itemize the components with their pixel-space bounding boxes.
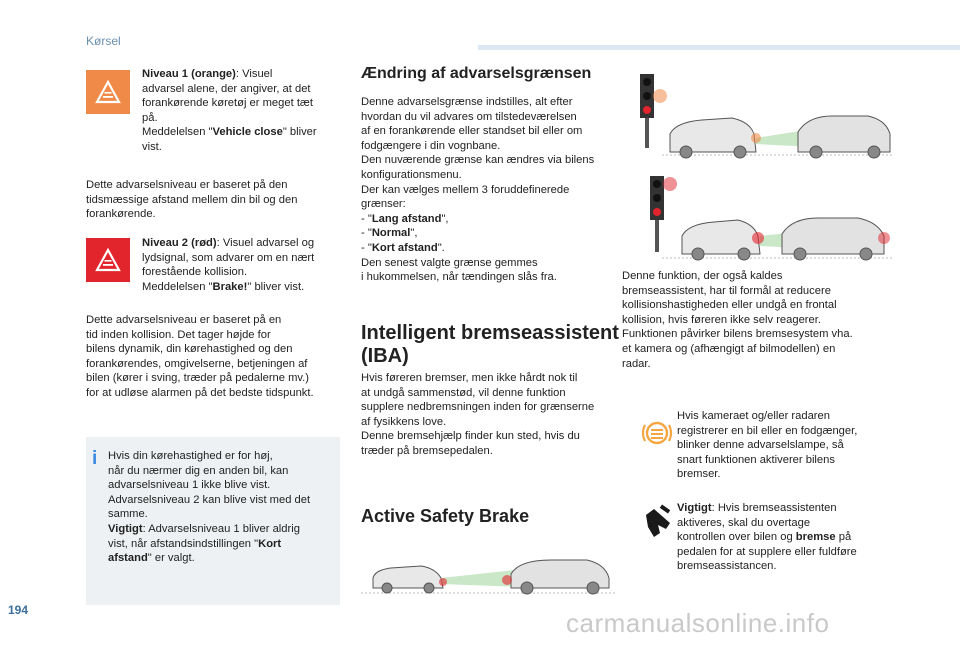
heading-threshold: Ændring af advarselsgrænsen <box>361 65 592 82</box>
option-normal <box>361 226 621 241</box>
cars-illustration-middle <box>622 172 892 264</box>
level1-msg: Meddelelsen " <box>142 126 213 139</box>
para-line: træder på bremsepedalen. <box>361 444 493 457</box>
para-line: Denne bremsehjælp finder kun sted, hvis du <box>361 430 580 443</box>
option-lang <box>361 212 621 227</box>
info-icon: i <box>92 448 98 469</box>
red-warning-icon <box>86 238 130 282</box>
level1-line: på. <box>142 111 158 124</box>
header-bar <box>478 45 960 50</box>
warning-lamp-text <box>677 409 893 482</box>
info-vigtigt-label: Vigtigt <box>108 522 143 535</box>
para-line: supplere nedbremsningen inden for grænserne <box>361 401 595 414</box>
para-line: bremser. <box>677 468 721 481</box>
level1-line: : Visuel <box>235 68 273 80</box>
option-end: ", <box>410 227 418 240</box>
para-line: på <box>835 531 852 544</box>
vigtigt-label: Vigtigt <box>677 502 712 514</box>
para-level2-basis <box>86 313 348 401</box>
para-line: tid inden kollision. Det tager højde for <box>86 328 271 341</box>
para-line: kollision, hvis føreren ikke selv reagerer. <box>622 313 821 326</box>
function-description <box>622 269 888 371</box>
section-label: Kørsel <box>86 34 121 48</box>
para-line: konfigurationsmenu. <box>361 168 462 181</box>
level1-title: Niveau 1 (orange) <box>142 68 236 80</box>
info-line: advarselsniveau 1 ikke blive vist. <box>108 479 271 492</box>
para-line: pedalen for at supplere eller fuldføre <box>677 545 857 558</box>
para-line: bremseassistancen. <box>677 560 777 573</box>
heading-iba <box>361 322 631 368</box>
para-line: Hvis kameraet og/eller radaren <box>677 410 830 422</box>
car-rear-icon <box>373 566 443 593</box>
para-line: et kamera og (afhængigt af bilmodellen) en <box>622 342 836 355</box>
para-line: : Hvis bremseassistenten <box>711 502 837 514</box>
info-line: " er valgt. <box>147 552 195 565</box>
para-line: Denne advarselsgrænse indstilles, alt efter <box>361 96 573 108</box>
level1-msg: " bliver <box>282 126 317 139</box>
triangle-warning-icon <box>95 248 121 272</box>
option-end: ". <box>437 241 445 254</box>
info-line: når du nærmer dig en anden bil, kan <box>108 464 289 477</box>
hand-pedal-icon <box>640 503 676 541</box>
para-line: tidsmæssige afstand mellem din bil og den <box>86 193 298 206</box>
car-front-icon <box>782 218 884 260</box>
para-line: for at udløse alarmen på det bedste tidspunkt. <box>86 386 314 399</box>
para-line: Hvis føreren bremser, men ikke hårdt nok til <box>361 372 578 384</box>
info-bold: Kort <box>258 537 282 550</box>
option-kort <box>361 241 621 256</box>
info-line: Advarselsniveau 2 kan blive vist med det <box>108 493 311 506</box>
para-line: Funktionen påvirker bilens bremsesystem vha. <box>622 328 853 341</box>
info-line: : Advarselsniveau 1 bliver aldrig <box>142 522 300 535</box>
para-line: grænser: <box>361 198 406 211</box>
level2-text <box>142 236 342 294</box>
para-line: hvordan du vil advares om tilstedeværelsen <box>361 110 577 123</box>
brake-assist-warning-icon <box>640 419 674 447</box>
vigtigt-text <box>677 501 893 574</box>
para-line: af fysikkens love. <box>361 415 447 428</box>
level2-msg: " bliver vist. <box>247 280 305 293</box>
option-dash: - " <box>361 227 372 240</box>
para-line: radar. <box>622 357 651 370</box>
para-line: registrerer en bil eller en fodgænger, <box>677 424 858 437</box>
para-line: Dette advarselsniveau er baseret på en <box>86 314 282 326</box>
info-line: samme. <box>108 508 148 521</box>
level1-msg-bold: Vehicle close <box>212 126 283 139</box>
heading-iba-line: (IBA) <box>361 345 409 367</box>
para-line: snart funktionen aktiverer bilens <box>677 453 835 466</box>
traffic-light-icon <box>640 74 654 148</box>
para-line: aktiveres, skal du overtage <box>677 516 811 529</box>
para-line: i hukommelsen, når tændingen slås fra. <box>361 271 557 284</box>
para-line: kollisionshastigheden eller undgå en frontal <box>622 299 837 312</box>
para-line: af en forankørende eller standset bil eller om <box>361 125 583 138</box>
level1-text <box>142 67 342 155</box>
triangle-warning-icon <box>95 80 121 104</box>
info-bold: afstand <box>108 552 148 565</box>
heading-iba-line: Intelligent bremseassistent <box>361 322 619 344</box>
option-label: Lang afstand <box>371 212 442 225</box>
level1-line: forankørende køretøj er meget tæt <box>142 97 313 110</box>
level1-line: advarsel alene, der angiver, at det <box>142 82 311 95</box>
traffic-light-icon <box>650 176 664 252</box>
option-label: Normal <box>371 227 411 240</box>
level2-msg: Meddelelsen " <box>142 280 213 293</box>
para-line: forankørendes, omgivelserne, betjeningen af <box>86 357 308 370</box>
option-end: ", <box>441 212 449 225</box>
car-rear-icon <box>670 118 756 158</box>
level2-line: lydsignal, som advarer om en nært <box>142 251 315 264</box>
orange-warning-icon <box>86 70 130 114</box>
watermark: carmanualsonline.info <box>566 608 830 638</box>
para-line: forankørende. <box>86 208 156 221</box>
level2-msg-bold: Brake! <box>212 280 248 293</box>
option-label: Kort afstand <box>371 241 438 254</box>
info-text <box>108 449 338 566</box>
car-front-icon <box>511 560 609 594</box>
cars-illustration-top <box>622 68 892 160</box>
heading-active-safety-brake: Active Safety Brake <box>361 506 530 526</box>
vigtigt-bold: bremse <box>795 531 836 544</box>
para-line: kontrollen over bilen og <box>677 531 796 544</box>
info-line: vist, når afstandsindstillingen " <box>108 537 259 550</box>
para-line: blinker denne advarselslampe, så <box>677 439 844 452</box>
car-front-icon <box>798 116 890 158</box>
threshold-para <box>361 95 621 285</box>
para-line: Den senest valgte grænse gemmes <box>361 256 538 269</box>
car-rear-icon <box>682 220 760 260</box>
page-number: 194 <box>8 603 29 617</box>
para-line: Dette advarselsniveau er baseret på den <box>86 179 288 191</box>
cars-illustration-bottom <box>361 548 617 598</box>
para-line: at undgå sammenstød, vil denne funktion <box>361 386 566 399</box>
para-line: bremseassistent, har til formål at reducere <box>622 284 831 297</box>
para-level1-basis <box>86 178 346 222</box>
level2-line: : Visuel advarsel og <box>216 237 315 249</box>
level1-msg: vist. <box>142 140 162 153</box>
para-line: Der kan vælges mellem 3 foruddefinerede <box>361 183 570 196</box>
para-line: fodgængere i din vognbane. <box>361 139 501 152</box>
option-dash: - " <box>361 241 372 254</box>
info-line: Hvis din kørehastighed er for høj, <box>108 450 273 462</box>
para-line: bilen (kører i sving, træder på pedalerne mv.) <box>86 372 310 385</box>
level2-title: Niveau 2 (rød) <box>142 237 217 249</box>
iba-para <box>361 371 623 459</box>
para-line: Denne funktion, der også kaldes <box>622 270 783 282</box>
level2-line: forestående kollision. <box>142 266 248 279</box>
para-line: Den nuværende grænse kan ændres via bilens <box>361 154 595 167</box>
para-line: bilens dynamik, din kørehastighed og den <box>86 343 293 356</box>
option-dash: - " <box>361 212 372 225</box>
